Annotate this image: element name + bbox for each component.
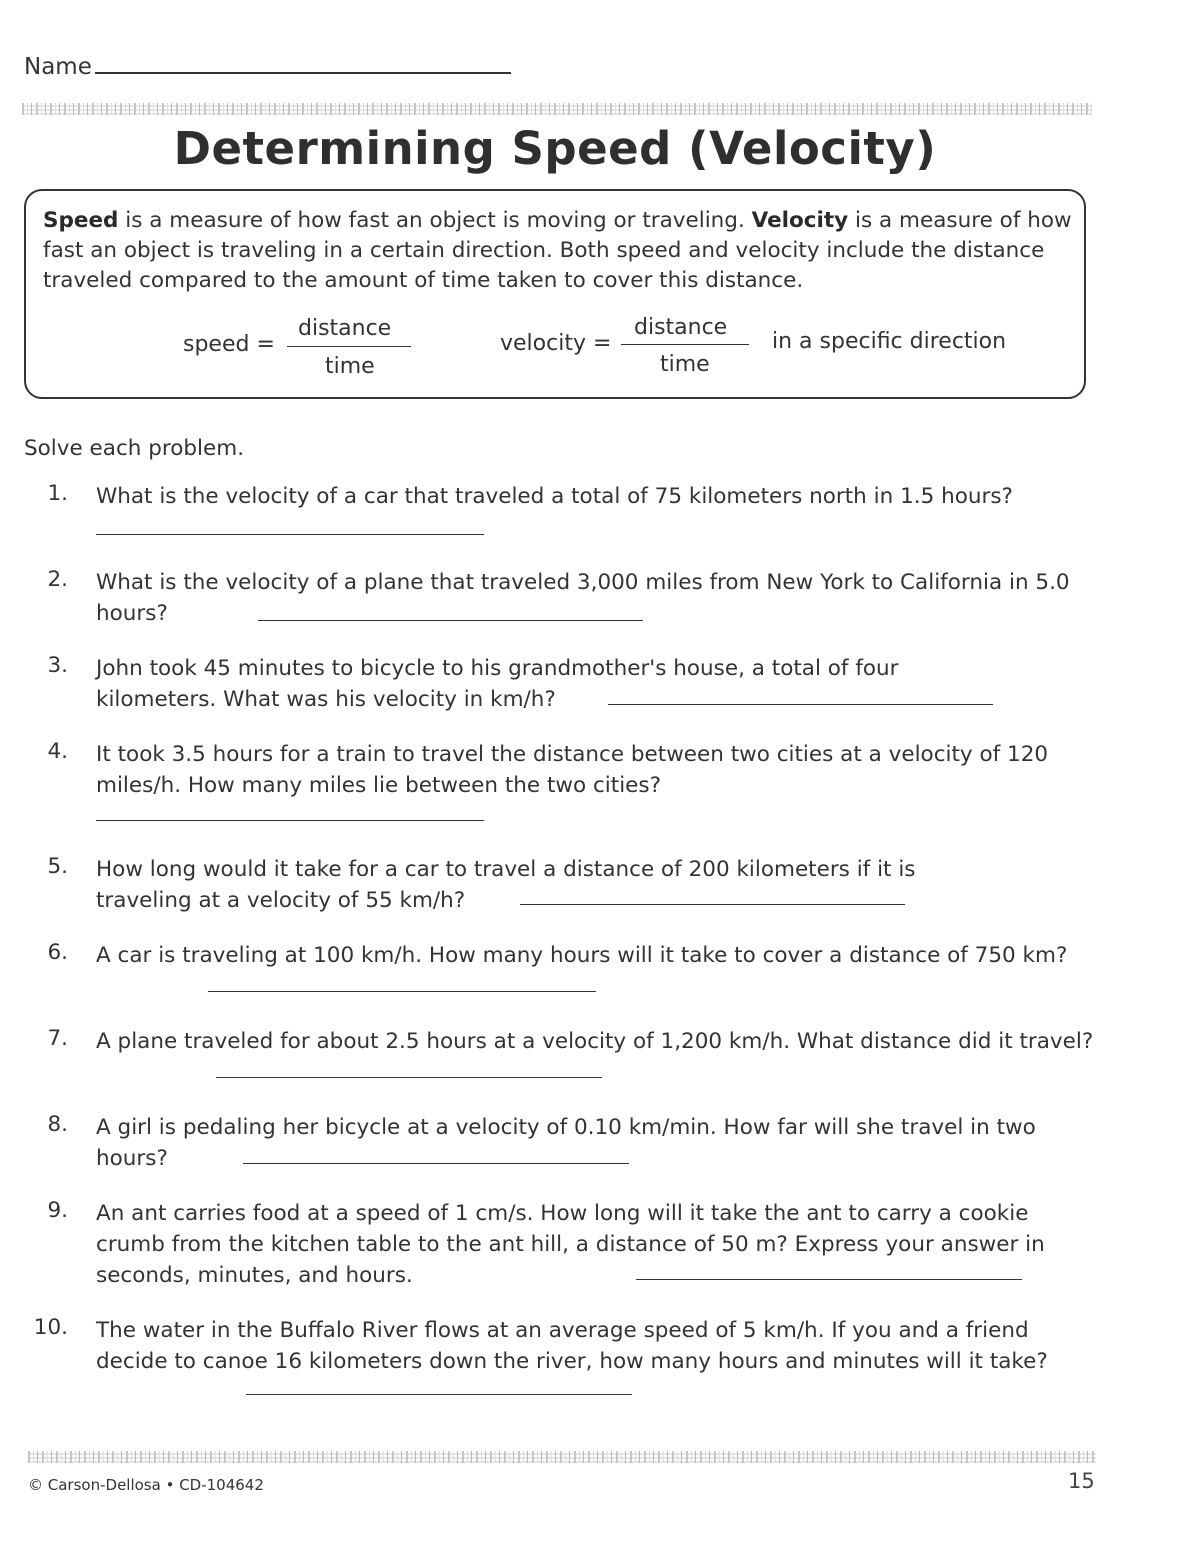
velocity-term: Velocity [751, 208, 849, 233]
speed-fraction-bar [287, 346, 411, 347]
speed-definition: is a measure of how fast an object is moving or traveling. [118, 208, 752, 233]
name-answer-line[interactable] [95, 72, 511, 74]
question-9-text: An ant carries food at a speed of 1 cm/s. How long will it take the ant to carry a cookie crumb from the kitchen table to the ant hill, a distance of 50 m? Express your answer in seconds, minutes, and hours. [96, 1201, 1045, 1288]
question-10-number: 10. [33, 1315, 68, 1340]
question-3-answer-line[interactable] [608, 704, 993, 705]
question-1-text: What is the velocity of a car that traveled a total of 75 kilometers north in 1.5 hours? [96, 484, 1013, 509]
copyright-text: © Carson-Dellosa • CD-104642 [28, 1476, 264, 1494]
question-7-text: A plane traveled for about 2.5 hours at a velocity of 1,200 km/h. What distance did it travel? [96, 1029, 1094, 1054]
question-1-number: 1. [47, 481, 68, 506]
question-6-answer-line[interactable] [208, 991, 596, 992]
instructions: Solve each problem. [24, 436, 245, 461]
question-2-number: 2. [47, 567, 68, 592]
question-4-number: 4. [47, 739, 68, 764]
question-6-number: 6. [47, 940, 68, 965]
velocity-direction-note: in a specific direction [772, 329, 1007, 354]
top-divider [22, 103, 1092, 115]
question-5-answer-line[interactable] [520, 904, 905, 905]
question-10-answer-line[interactable] [246, 1394, 632, 1395]
velocity-formula-label: velocity = [500, 331, 612, 356]
speed-denominator: time [325, 354, 375, 379]
question-7-number: 7. [47, 1026, 68, 1051]
question-2-text: What is the velocity of a plane that traveled 3,000 miles from New York to California in 5.0 hours? [96, 570, 1070, 626]
question-4-text: It took 3.5 hours for a train to travel the distance between two cities at a velocity of 120 miles/h. How many miles lie between the two cities? [96, 742, 1049, 798]
question-8-text: A girl is pedaling her bicycle at a velocity of 0.10 km/min. How far will she travel in two hours? [96, 1115, 1036, 1171]
velocity-numerator: distance [634, 315, 728, 340]
question-3-text: John took 45 minutes to bicycle to his grandmother's house, a total of four kilometers. What was his velocity in km/h? [96, 656, 899, 712]
question-6-text: A car is traveling at 100 km/h. How many hours will it take to cover a distance of 750 km? [96, 943, 1068, 968]
page-number: 15 [1068, 1469, 1095, 1493]
question-2-answer-line[interactable] [258, 620, 643, 621]
question-8-answer-line[interactable] [243, 1163, 629, 1164]
velocity-denominator: time [660, 352, 710, 377]
speed-numerator: distance [298, 316, 392, 341]
speed-term: Speed [43, 208, 119, 233]
question-4-answer-line[interactable] [96, 820, 484, 821]
question-7-answer-line[interactable] [216, 1077, 602, 1078]
page-title: Determining Speed (Velocity) [173, 122, 937, 175]
question-5-number: 5. [47, 854, 68, 879]
definition-text [43, 206, 1073, 296]
question-3-number: 3. [47, 653, 68, 678]
velocity-fraction-bar [621, 344, 749, 345]
question-10-text: The water in the Buffalo River flows at an average speed of 5 km/h. If you and a friend decide to canoe 16 kilometers down the river, how many hours and minutes will it take? [96, 1318, 1048, 1374]
question-1-answer-line[interactable] [96, 534, 484, 535]
question-9-answer-line[interactable] [636, 1279, 1022, 1280]
velocity-definition: is a measure of how fast an object is traveling in a certain direction. Both speed and velocity include the distance traveled compared to the amount of time taken to cover this distance. [43, 208, 1072, 293]
speed-formula-label: speed = [183, 332, 275, 357]
question-9-number: 9. [47, 1198, 68, 1223]
name-label: Name [24, 54, 92, 80]
question-8-number: 8. [47, 1112, 68, 1137]
question-5-text: How long would it take for a car to travel a distance of 200 kilometers if it is traveling at a velocity of 55 km/h? [96, 857, 916, 913]
bottom-divider [28, 1451, 1096, 1463]
